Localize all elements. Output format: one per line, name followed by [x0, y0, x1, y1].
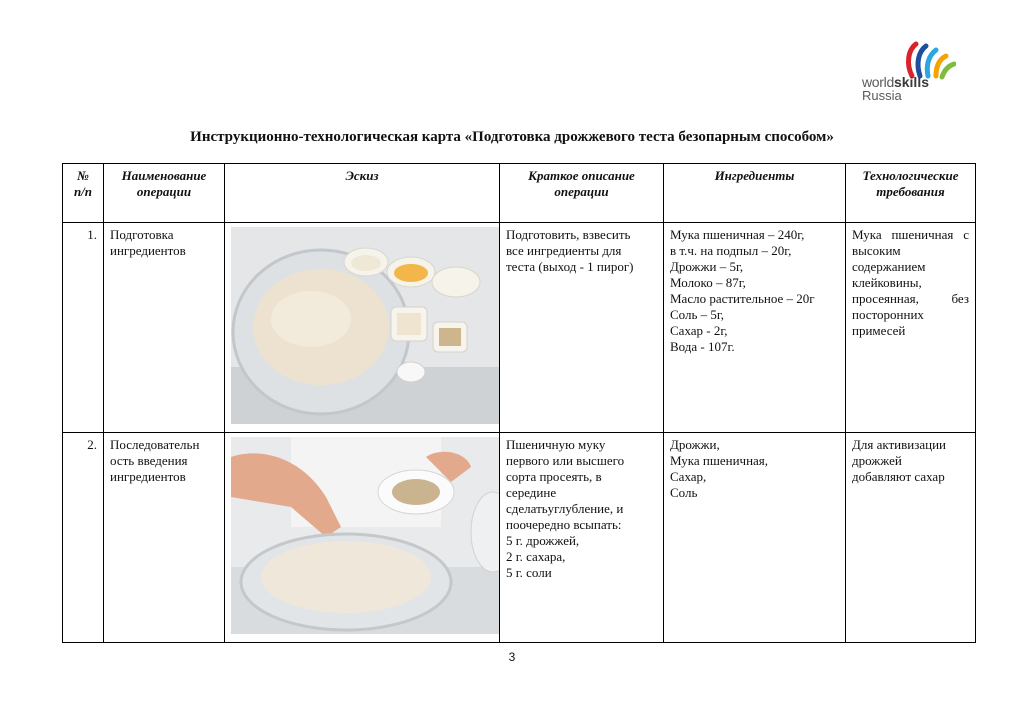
logo-skills-text: skills [893, 74, 929, 90]
row-requirements: Мука пшеничная с высоким содержанием клейковины, просеянная, без посторонних примесей [846, 223, 976, 433]
table-header-row [63, 164, 976, 223]
header-operation: Наименование операции [104, 164, 225, 223]
row-operation: Последовательн ость введения ингредиентов [104, 433, 225, 643]
worldskills-logo [858, 40, 958, 112]
row-operation: Подготовка ингредиентов [104, 223, 225, 433]
table-row [63, 223, 976, 433]
row-description: Подготовить, взвесить все ингредиенты для теста (выход - 1 пирог) [500, 223, 664, 433]
row-ingredients: Дрожжи, Мука пшеничная, Сахар, Соль [664, 433, 846, 643]
tech-card-table [62, 163, 976, 643]
header-sketch: Эскиз [225, 164, 500, 223]
document-title: Инструкционно-технологическая карта «Подготовка дрожжевого теста безопарным способом» [190, 129, 834, 145]
logo-russia-text: Russia [862, 88, 902, 103]
ingredients-photo [231, 227, 500, 424]
sketch-photo-ingredients [225, 223, 500, 433]
page-number: 3 [508, 650, 516, 664]
row-requirements: Для активизации дрожжей добавляют сахар [846, 433, 976, 643]
row-ingredients: Мука пшеничная – 240г, в т.ч. на подпыл – 20г, Дрожжи – 5г, Молоко – 87г, Масло растительное – 20г Соль – 5г, Сахар - 2г, Вода - 107г. [664, 223, 846, 433]
row-description: Пшеничную муку первого или высшего сорта просеять, в середине сделатьуглубление, и поочередно всыпать: 5 г. дрожжей, 2 г. сахара, 5 г. соли [500, 433, 664, 643]
header-num: № п/п [63, 164, 104, 223]
row-num: 1. [63, 223, 104, 433]
header-description: Краткое описание операции [500, 164, 664, 223]
mixing-photo [231, 437, 500, 634]
header-ingredients: Ингредиенты [664, 164, 846, 223]
sketch-photo-mixing [225, 433, 500, 643]
logo-world-text: world [862, 74, 894, 90]
row-num: 2. [63, 433, 104, 643]
header-requirements: Технологические требования [846, 164, 976, 223]
table-row [63, 433, 976, 643]
